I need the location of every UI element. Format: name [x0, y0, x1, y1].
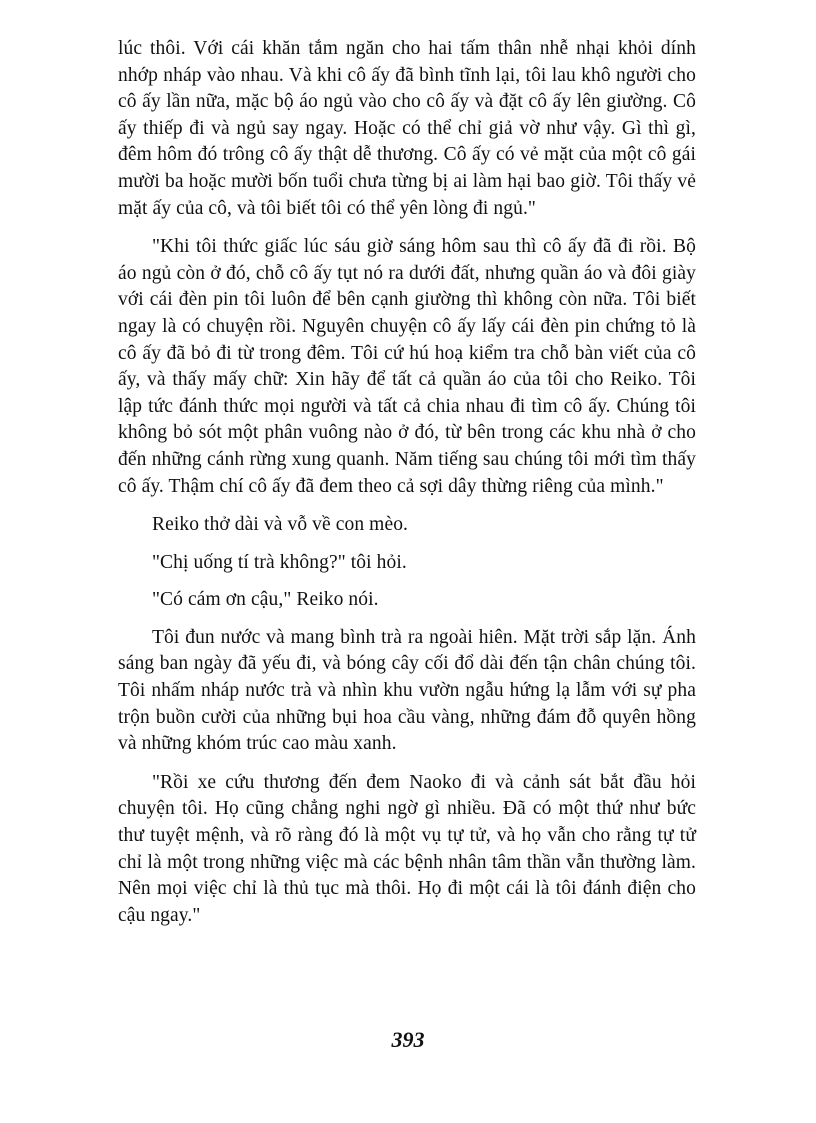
paragraph-2: "Khi tôi thức giấc lúc sáu giờ sáng hôm sau thì cô ấy đã đi rồi. Bộ áo ngủ còn ở đó, chỗ cô ấy tụt nó ra dưới đất, nhưng quần áo và đôi giày với cái đèn pin tôi luôn để bên cạnh giường thì không còn nữa. Tôi biết ngay là có chuyện rồi. Nguyên chuyện cô ấy lấy cái đèn pin chứng tỏ là cô ấy đã bỏ đi từ trong đêm. Tôi cứ hú hoạ kiểm tra chỗ bàn viết của cô ấy, và thấy mấy chữ: Xin hãy để tất cả quần áo của tôi cho Reiko. Tôi lập tức đánh thức mọi người và tất cả chia nhau đi tìm cô ấy. Chúng tôi không bỏ sót một phân vuông nào ở đó, từ bên trong các khu nhà ở cho đến những cánh rừng xung quanh. Năm tiếng sau chúng tôi mới tìm thấy cô ấy. Thậm chí cô ấy đã đem theo cả sợi dây thừng riêng của mình." [118, 236, 696, 497]
page-number: 393 [391, 1027, 425, 1052]
paragraph-4: "Chị uống tí trà không?" tôi hỏi. [152, 551, 407, 573]
page-body [118, 36, 696, 941]
paragraph-1: lúc thôi. Với cái khăn tắm ngăn cho hai tấm thân nhễ nhại khỏi dính nhớp nháp vào nhau. Và khi cô ấy đã bình tĩnh lại, tôi lau khô người cho cô ấy lần nữa, mặc bộ áo ngủ vào cho cô ấy và đặt cô ấy lên giường. Cô ấy thiếp đi và ngủ say ngay. Hoặc có thể chỉ giả vờ như vậy. Gì thì gì, đêm hôm đó trông cô ấy thật dễ thương. Cô ấy có vẻ mặt của một cô gái mười ba hoặc mười bốn tuổi chưa từng bị ai làm hại bao giờ. Tôi thấy vẻ mặt ấy của cô, và tôi biết tôi có thể yên lòng đi ngủ." [118, 38, 696, 219]
paragraph-3: Reiko thở dài và vỗ về con mèo. [152, 514, 409, 536]
paragraph-7: "Rồi xe cứu thương đến đem Naoko đi và cảnh sát bắt đầu hỏi chuyện tôi. Họ cũng chẳng nghi ngờ gì nhiều. Đã có một thứ như bức thư tuyệt mệnh, và rõ ràng đó là một vụ tự tử, và họ vẫn cho rằng tự tử chỉ là một trong những việc mà các bệnh nhân tâm thần vẫn thường làm. Nên mọi việc chỉ là thủ tục mà thôi. Họ đi một cái là tôi đánh điện cho cậu ngay." [118, 771, 696, 926]
paragraph-5: "Có cám ơn cậu," Reiko nói. [152, 589, 379, 611]
paragraph-6: Tôi đun nước và mang bình trà ra ngoài hiên. Mặt trời sắp lặn. Ánh sáng ban ngày đã yếu đi, và bóng cây cối đổ dài đến tận chân chúng tôi. Tôi nhấm nháp nước trà và nhìn khu vườn ngẫu hứng lạ lẫm với sự pha trộn buồn cười của những bụi hoa cầu vàng, những đám đỗ quyên hồng và những khóm trúc cao màu xanh. [118, 626, 696, 755]
